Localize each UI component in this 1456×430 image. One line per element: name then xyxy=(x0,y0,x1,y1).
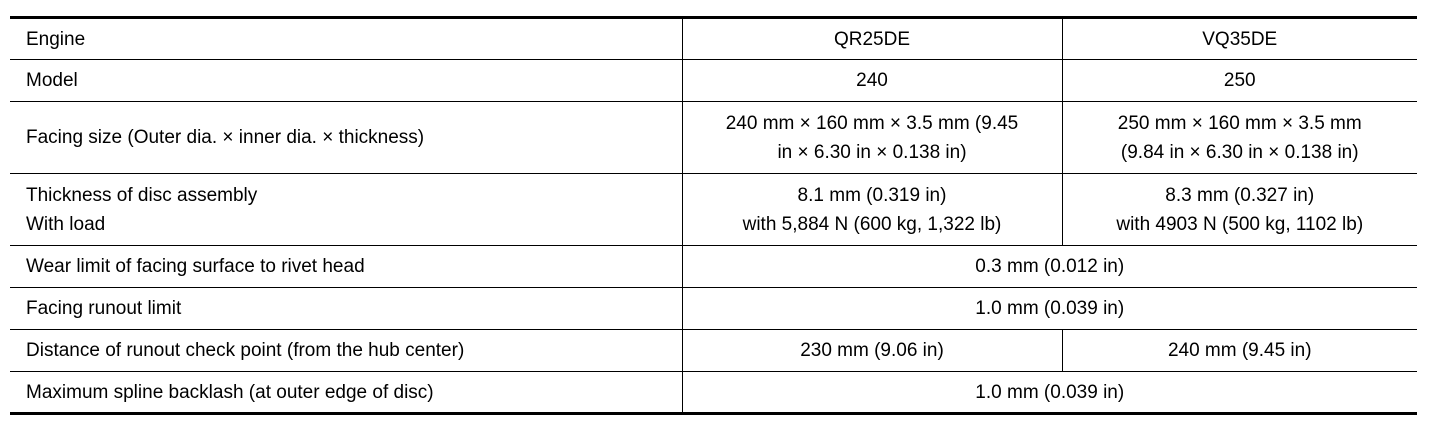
thickness-vq35de-line1: 8.3 mm (0.327 in) xyxy=(1165,184,1315,206)
table-row-facing-size xyxy=(10,102,1417,174)
thickness-qr25de-line1: 8.1 mm (0.319 in) xyxy=(797,184,947,206)
engine-vq35de: VQ35DE xyxy=(1062,18,1417,60)
thickness-qr25de-line2: with 5,884 N (600 kg, 1,322 lb) xyxy=(742,213,1002,235)
facing-size-qr25de xyxy=(682,102,1062,174)
wear-limit-value: 0.3 mm (0.012 in) xyxy=(682,246,1417,288)
check-point-label: Distance of runout check point (from the hub center) xyxy=(10,330,682,372)
model-label: Model xyxy=(10,60,682,102)
table-row-engine xyxy=(10,18,1417,60)
table-row-wear-limit xyxy=(10,246,1417,288)
thickness-vq35de xyxy=(1062,174,1417,246)
check-point-qr25de: 230 mm (9.06 in) xyxy=(682,330,1062,372)
table-row-check-point xyxy=(10,330,1417,372)
clutch-disc-spec-table xyxy=(10,16,1417,415)
facing-size-vq35de-line1: 250 mm × 160 mm × 3.5 mm xyxy=(1117,112,1362,134)
facing-size-label: Facing size (Outer dia. × inner dia. × thickness) xyxy=(10,102,682,174)
facing-size-vq35de-line2: (9.84 in × 6.30 in × 0.138 in) xyxy=(1120,141,1359,163)
table-row-thickness xyxy=(10,174,1417,246)
model-vq35de: 250 xyxy=(1062,60,1417,102)
spline-backlash-value: 1.0 mm (0.039 in) xyxy=(682,372,1417,414)
spline-backlash-label: Maximum spline backlash (at outer edge of disc) xyxy=(10,372,682,414)
facing-size-vq35de xyxy=(1062,102,1417,174)
runout-limit-value: 1.0 mm (0.039 in) xyxy=(682,288,1417,330)
engine-label: Engine xyxy=(10,18,682,60)
thickness-vq35de-line2: with 4903 N (500 kg, 1102 lb) xyxy=(1116,213,1364,235)
thickness-qr25de xyxy=(682,174,1062,246)
facing-size-qr25de-line1: 240 mm × 160 mm × 3.5 mm (9.45 xyxy=(725,112,1019,134)
thickness-label xyxy=(10,174,682,246)
table-row-runout-limit xyxy=(10,288,1417,330)
thickness-label-line2: With load xyxy=(26,213,106,235)
engine-qr25de: QR25DE xyxy=(682,18,1062,60)
check-point-vq35de: 240 mm (9.45 in) xyxy=(1062,330,1417,372)
wear-limit-label: Wear limit of facing surface to rivet head xyxy=(10,246,682,288)
runout-limit-label: Facing runout limit xyxy=(10,288,682,330)
table-row-spline-backlash xyxy=(10,372,1417,414)
thickness-label-line1: Thickness of disc assembly xyxy=(26,184,258,206)
table-row-model xyxy=(10,60,1417,102)
facing-size-qr25de-line2: in × 6.30 in × 0.138 in) xyxy=(777,141,967,163)
model-qr25de: 240 xyxy=(682,60,1062,102)
